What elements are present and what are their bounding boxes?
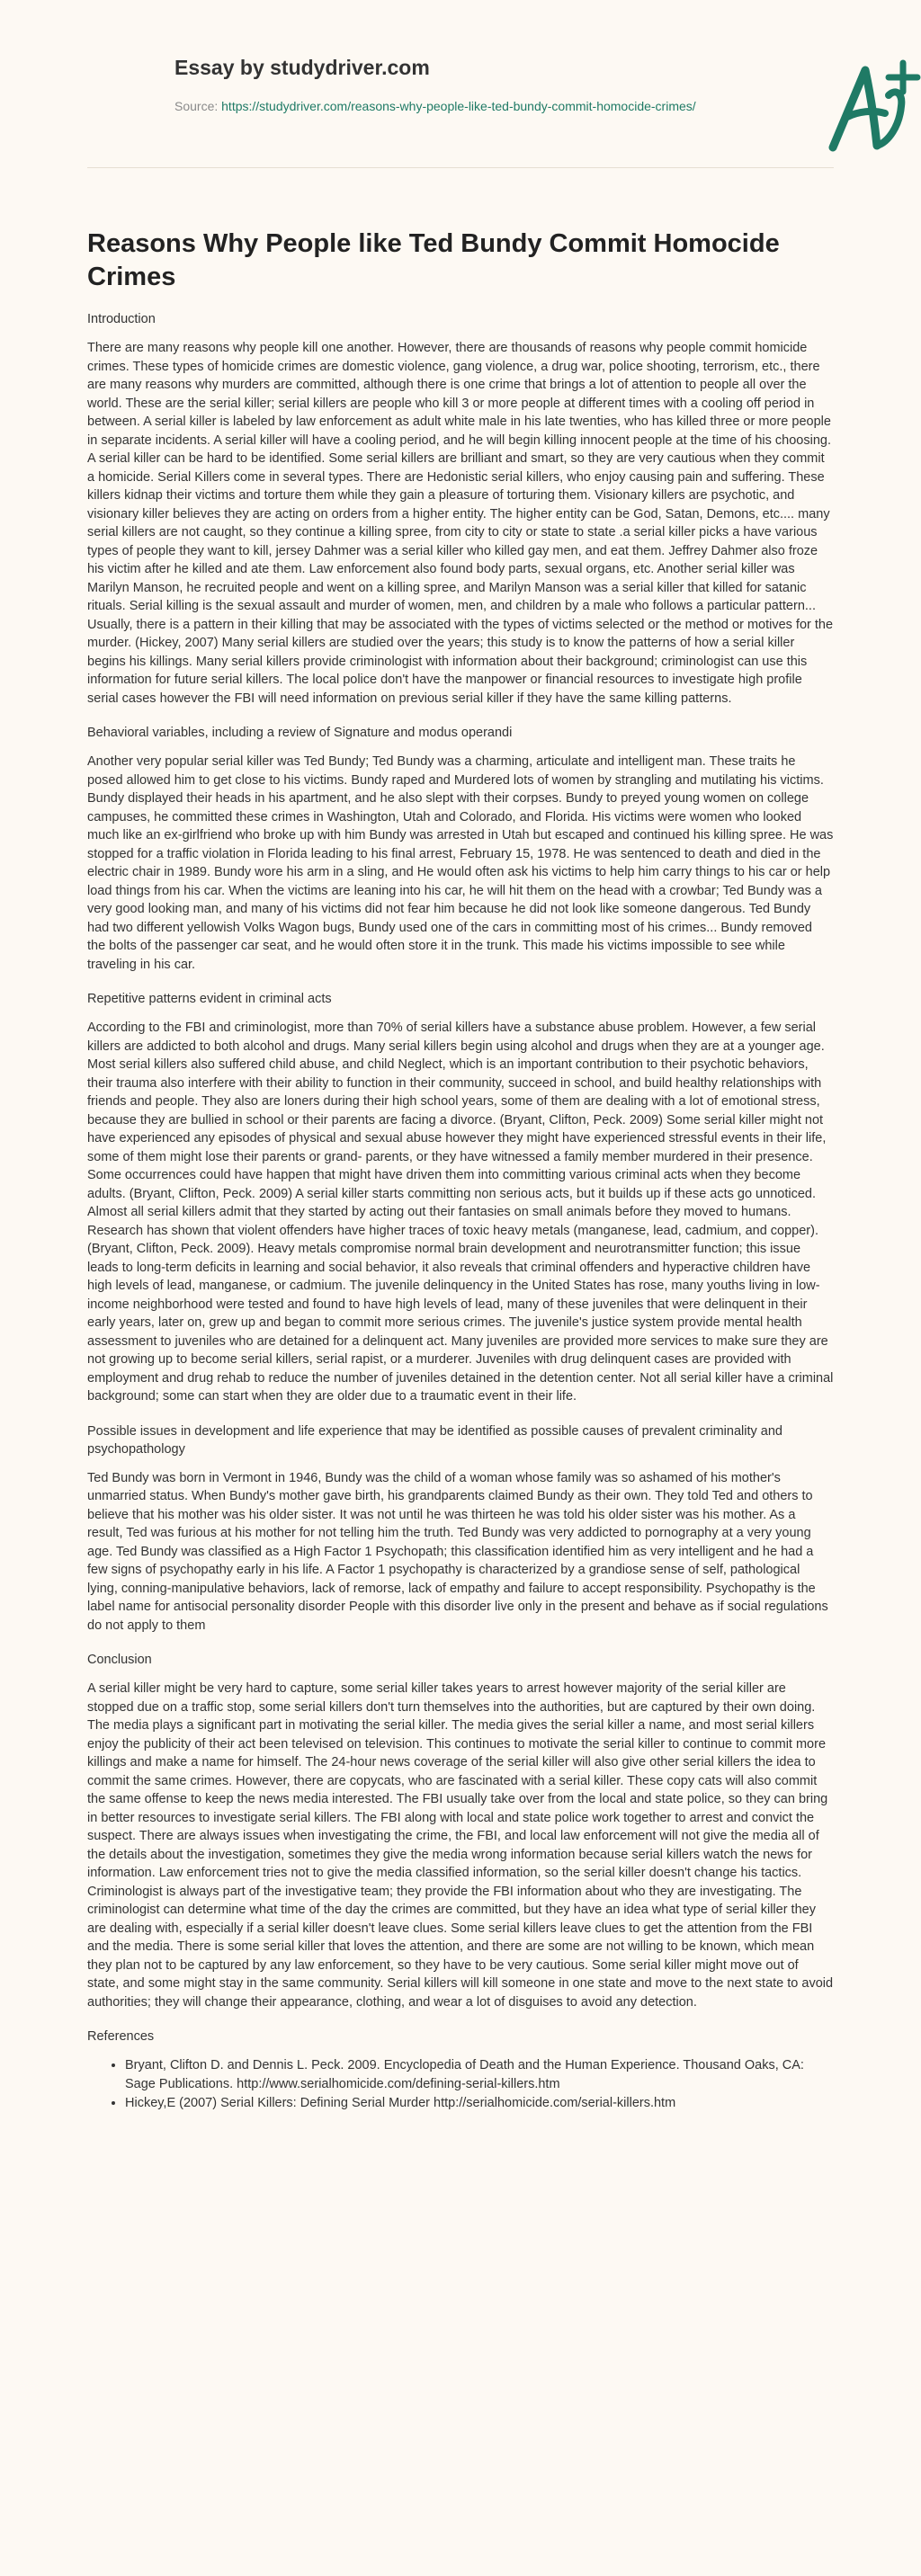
brand-title: Essay by studydriver.com: [174, 56, 430, 79]
section-heading: Behavioral variables, including a review of Signature and modus operandi: [87, 726, 513, 740]
essay-title: Reasons Why People like Ted Bundy Commit Homocide Crimes: [87, 229, 780, 291]
reference-item: • Bryant, Clifton D. and Dennis L. Peck. 2009. Encyclopedia of Death and the Human Experience. Thousand Oaks, CA: Sage Publications. http://www.serialhomicide.com/defining-serial-killers.htm: [125, 2056, 834, 2093]
section-body: According to the FBI and criminologist, more than 70% of serial killers have a substance abuse problem. However, a few serial killers are addicted to both alcohol and drugs. Many serial killers begin using alcohol and drugs when they are at a younger age. Most serial killers also suffered child abuse, and child Neglect, which is an important contribution to their psychotic behaviors, their trauma also interfere with their ability to function in their community, succeed in school, and build healthy relationships with friends and people. They also are loners during their high school years, some of them are dealing with a lot of emotional stress, because they are bullied in school or their parents are facing a divorce. (Bryant, Clifton, Peck. 2009) Some serial killer might not have experienced any episodes of physical and sexual abuse however they might have experienced stressful events in their life, some of them might lose their parents or grand- parents, or they have witnessed a family member murdered in their presence. Some occurrences could have happen that might have driven them into committing various criminal acts when they become adults. (Bryant, Clifton, Peck. 2009) A serial killer starts committing non serious acts, but it builds up if these acts go unnoticed. Almost all serial killers admit that they started by acting out their fantasies on small animals before they moved to humans. Research has shown that violent offenders have higher traces of toxic heavy metals (manganese, lead, cadmium, and copper). (Bryant, Clifton, Peck. 2009). Heavy metals compromise normal brain development and neurotransmitter function; this issue leads to long-term deficits in learning and social behavior, it also reveals that criminal offenders and hyperactive children have high levels of lead, manganese, or cadmium. The juvenile delinquency in the United States has rose, many youths living in low-income neighborhood were tested and found to have high levels of lead, many of these juveniles that were delinquent in their early years, later on, grew up and began to commit more serious crimes. The juvenile's justice system provide mental health assessment to juveniles who are detained for a delinquent act. Many juveniles are provided more services to make sure they are not growing up to become serial killers, serial rapist, or a murderer. Juveniles with drug delinquent cases are provided with employment and drug rehab to reduce the number of juveniles detained in the detention center. Not all serial killer have a criminal background; some can start when they are older due to a traumatic event in their life.: [87, 1021, 834, 1404]
essay-content: [87, 168, 834, 2113]
references-list: [87, 2056, 834, 2113]
section-body: Ted Bundy was born in Vermont in 1946, Bundy was the child of a woman whose family was so ashamed of his mother's unmarried status. When Bundy's mother gave birth, his grandparents claimed Bundy as their own. They told Ted and others to believe that his mother was his older sister. It was not until he was thirteen he was told his older sister was his mother. As a result, Ted was furious at his mother for not telling him the truth. Ted Bundy was very addicted to pornography at a very young age. Ted Bundy was classified as a High Factor 1 Psychopath; this classification identified him as very intelligent and he had a few signs of psychopathy early in his life. A Factor 1 psychopathy is characterized by a grandiose sense of self, pathological lying, conning-manipulative behaviors, lack of remorse, lack of empathy and failure to accept responsibility. Psychopathy is the label name for antisocial personality disorder People with this disorder live only in the present and behave as if social regulations do not apply to them: [87, 1470, 828, 1633]
section-introduction: [87, 310, 834, 708]
source-line: [174, 96, 750, 116]
section-heading: Possible issues in development and life experience that may be identified as possible causes of prevalent criminality and psychopathology: [87, 1423, 782, 1457]
source-label: Source:: [174, 99, 219, 113]
reference-item: • Hickey,E (2007) Serial Killers: Defining Serial Murder http://serialhomicide.com/serial-killers.htm: [125, 2094, 834, 2113]
section-body: There are many reasons why people kill one another. However, there are thousands of reasons why people commit homicide crimes. These types of homicide crimes are domestic violence, gang violence, a drug war, police shooting, terrorism, etc., there are many reasons why murders are committed, although there is one crime that brings a lot of attention to people all over the world. These are the serial killer; serial killers are people who kill 3 or more people at different times with a cooling off period in between. A serial killer is labeled by law enforcement as adult white male in his late twenties, who has killed three or more people in separate incidents. A serial killer will have a cooling period, and he will begin killing innocent people at the time of his choosing. A serial killer can be hard to be identified. Some serial killers are brilliant and smart, so they are very cautious when they commit a homicide. Serial Killers come in several types. There are Hedonistic serial killers, who enjoy causing pain and suffering. These killers kidnap their victims and torture them while they gain a pleasure of torturing them. Visionary killers are psychotic, and visionary killer believes they are acting on orders from a higher entity. The higher entity can be God, Satan, Demons, etc.... many serial killers are not caught, so they continue a killing spree, from city to city or state to state .a serial killer picks a have various types of people they want to kill, jersey Dahmer was a serial killer who killed gay men, and eat them. Jeffrey Dahmer also froze his victim after he killed and ate them. Law enforcement also found body parts, sexual organs, etc. Another serial killer was Marilyn Manson, he recruited people and went on a killing spree, and Marilyn Manson was a serial killer that killed for satanic rituals. Serial killing is the sexual assault and murder of women, men, and children by a male who follows a particular pattern... Usually, there is a pattern in their killing that may be associated with the types of victims selected or the method or motives for the murder. (Hickey, 2007) Many serial killers are studied over the years; this study is to know the patterns of how a serial killer begins his killings. Many serial killers provide criminologist with information about their background; criminologist can use this information for future serial killers. The local police don't have the manpower or financial resources to investigate high profile serial cases however the FBI will need information on previous serial killer if they have the same killing patterns.: [87, 341, 834, 706]
section-heading: Introduction: [87, 312, 156, 326]
references-heading: References: [87, 2029, 155, 2044]
a-plus-logo-icon: [826, 59, 921, 158]
page-header: [87, 0, 834, 168]
section-body: Another very popular serial killer was Ted Bundy; Ted Bundy was a charming, articulate and intelligent man. These traits he posed allowed him to get close to his victims. Bundy raped and Murdered lots of women by strangling and mutilating his victims. Bundy displayed their heads in his apartment, and he also slept with their corpses. Bundy to preyed young women on college campuses, he committed these crimes in Washington, Utah and Colorado, and Florida. His victims were women who looked much like an ex-girlfriend who broke up with him Bundy was arrested in Utah but escaped and continued his killing spree. He was stopped for a traffic violation in Florida leading to his final arrest, February 15, 1978. He was sentenced to death and died in the electric chair in 1989. Bundy wore his arm in a sling, and He would often ask his victims to help him carry things to his car or help load things from his car. When the victims are leaning into his car, he will hit them on the head with a crowbar; Ted Bundy was a very good looking man, and many of his victims did not fear him because he did not look like someone dangerous. Ted Bundy had two different yellowish Volks Wagon bugs, Bundy used one of the cars in committing most of his crimes... Bundy removed the bolts of the passenger car seat, and he would often store it in the trunk. This made his victims impossible to see while traveling in his car.: [87, 754, 834, 972]
section-heading: Repetitive patterns evident in criminal acts: [87, 992, 332, 1006]
section-heading: Conclusion: [87, 1653, 152, 1667]
section-body: A serial killer might be very hard to capture, some serial killer takes years to arrest however majority of the serial killer are stopped due on a traffic stop, some serial killers don't turn themselves into the authorities, but are captured by their own doing. The media plays a significant part in motivating the serial killer. The media gives the serial killer a name, and most serial killers enjoy the publicity of their act been televised on television. This continues to motivate the serial killer to continue to commit more killings and make a name for himself. The 24-hour news coverage of the serial killer will also give other serial killers the idea to commit the same crimes. However, there are copycats, who are fascinated with a serial killer. These copy cats will also commit the same offense to keep the news media interested. The FBI usually take over from the local and state police, so they can bring in better resources to investigate serial killers. The FBI along with local and state police work together to arrest and convict the suspect. There are always issues when investigating the crime, the FBI, and local law enforcement will not give the media all of the details about the investigation, sometimes they give the media wrong information because serial killers watch the news for information. Law enforcement tries not to give the media classified information, so the serial killer doesn't change his tactics. Criminologist is always part of the investigative team; they provide the FBI information about who they are investigating. The criminologist can determine what time of the day the crimes are committed, but they have an idea what type of serial killer they are dealing with, especially if a serial killer doesn't leave clues. Some serial killers leave clues to get the attention from the FBI and the media. There is some serial killer that loves the attention, and there are some are not willing to be known, which mean they plan not to be captured by any law enforcement, so they have to be very cautious. Some serial killer might move out of state, and some might stay in the same community. Serial killers will kill someone in one state and move to the next state to avoid authorities; they will change their appearance, clothing, and wear a lot of disguises to avoid any detection.: [87, 1681, 834, 2010]
section-development-issues: [87, 1422, 834, 1636]
section-behavioral-variables: [87, 724, 834, 974]
section-repetitive-patterns: [87, 990, 834, 1406]
source-link[interactable]: https://studydriver.com/reasons-why-people-like-ted-bundy-commit-homocide-crimes/: [221, 99, 696, 113]
section-conclusion: [87, 1651, 834, 2011]
section-references: [87, 2028, 834, 2113]
